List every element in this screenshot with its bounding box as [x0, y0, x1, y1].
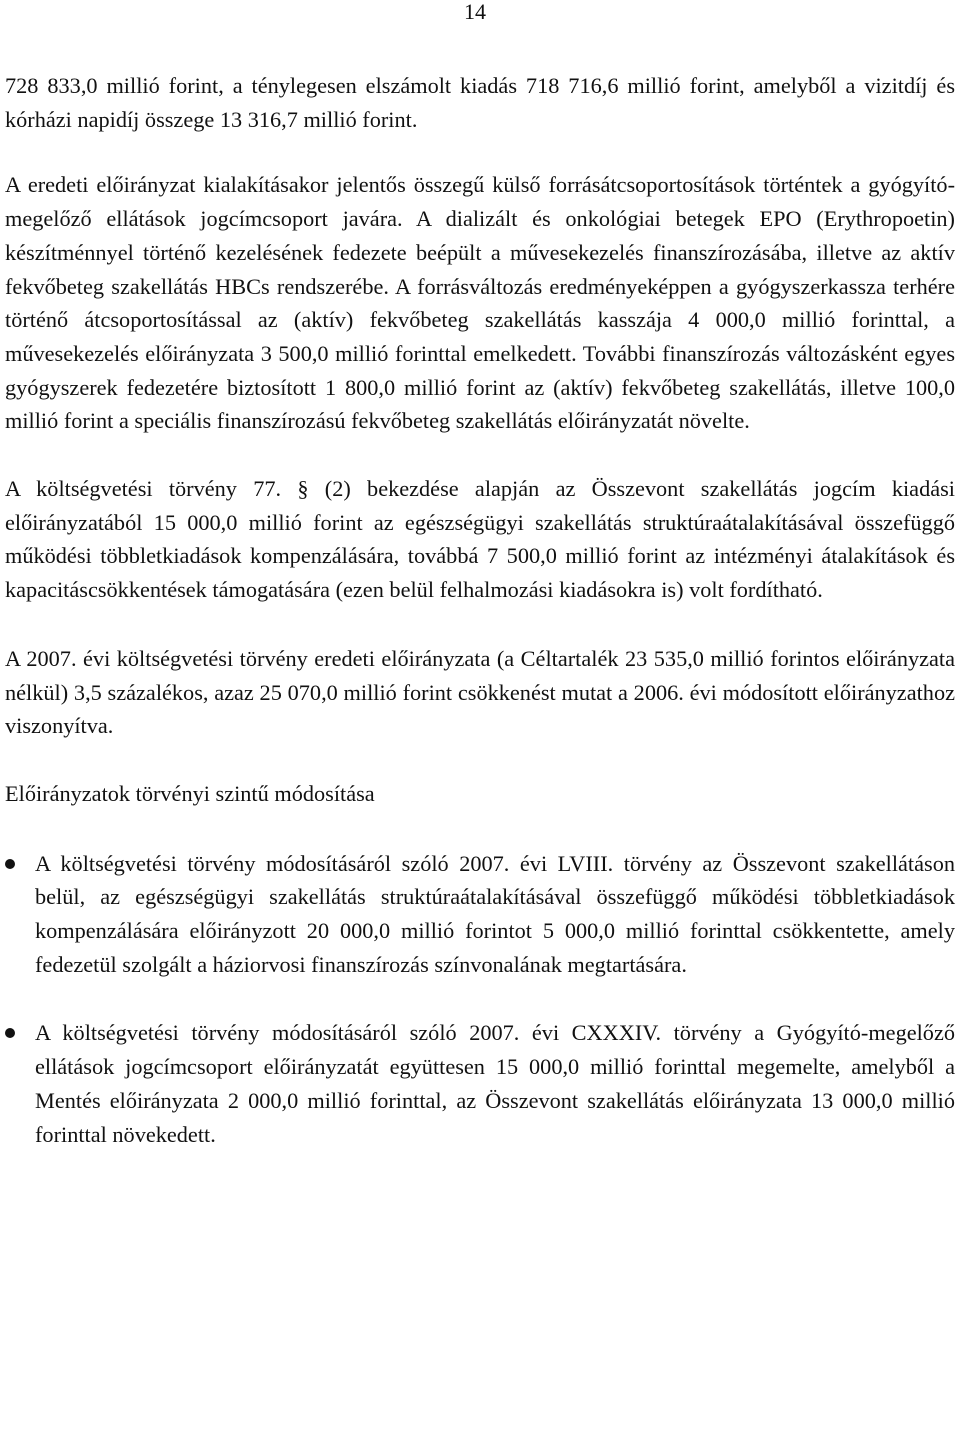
paragraph-resource-reallocation: A eredeti előirányzat kialakításakor jelentős összegű külső forrásátcsoportosítások történtek a gyógyító-megelőző ellátások jogcímcsoport javára. A dializált és onkológiai betegek EPO (Erythropoetin) készítménnyel történő kezelésének fedezete beépült a művesekezelés finanszírozásába, illetve az aktív fekvőbeteg szakellátás HBCs rendszerébe. A forrásváltozás eredményeképpen a gyógyszerkassza terhére történő átcsoportosítással az (aktív) fekvőbeteg szakellátás kasszája 4 000,0 millió forinttal, a művesekezelés előirányzata 3 500,0 millió forinttal emelkedett. További finanszírozás változásként egyes gyógyszerek fedezetére biztosított 1 800,0 millió forint az (aktív) fekvőbeteg szakellátás, illetve 100,0 millió forint a speciális finanszírozású fekvőbeteg szakellátás előirányzatát növelte. [5, 172, 955, 434]
paragraph-budget-law-section: A költségvetési törvény 77. § (2) bekezdése alapján az Összevont szakellátás jogcím kiadási előirányzatából 15 000,0 millió forint az egészségügyi szakellátás struktúraátalakításával összefüggő működési többletkiadások kompenzálására, továbbá 7 500,0 millió forint az intézményi átalakítások és kapacitáscsökkentések támogatására (ezen belül felhalmozási kiadásokra is) volt fordítható. [5, 476, 955, 603]
section-heading: Előirányzatok törvényi szintű módosítása [5, 780, 375, 806]
bullet-icon [5, 859, 15, 869]
document-body [5, 69, 955, 1151]
amendment-list [5, 847, 955, 1152]
list-item-text: A költségvetési törvény módosításáról szóló 2007. évi LVIII. törvény az Összevont szakellátáson belül, az egészségügyi szakellátás struktúraátalakításával összefüggő működési többletkiadások kompenzálására előirányzott 20 000,0 millió forintot 5 000,0 millió forinttal csökkentette, amely fedezetül szolgált a háziorvosi finanszírozás színvonalának megtartására. [35, 850, 955, 977]
list-item [5, 847, 955, 982]
page-number: 14 [464, 0, 486, 24]
paragraph-2007-budget-comparison: A 2007. évi költségvetési törvény eredeti előirányzata (a Céltartalék 23 535,0 millió forintos előirányzata nélkül) 3,5 százalékos, azaz 25 070,0 millió forint csökkenést mutat a 2006. évi módosított előirányzathoz viszonyítva. [5, 645, 955, 739]
list-item [5, 1016, 955, 1151]
list-item-text: A költségvetési törvény módosításáról szóló 2007. évi CXXXIV. törvény a Gyógyító-megelőző ellátások jogcímcsoport előirányzatát együttesen 15 000,0 millió forinttal megemelte, amelyből a Mentés előirányzata 2 000,0 millió forinttal, az Összevont szakellátás előirányzata 13 000,0 millió forinttal növekedett. [35, 1020, 955, 1147]
paragraph-expenditure-summary: 728 833,0 millió forint, a ténylegesen elszámolt kiadás 718 716,6 millió forint, amelyből a vizitdíj és kórházi napidíj összege 13 316,7 millió forint. [5, 73, 955, 132]
bullet-icon [5, 1028, 15, 1038]
